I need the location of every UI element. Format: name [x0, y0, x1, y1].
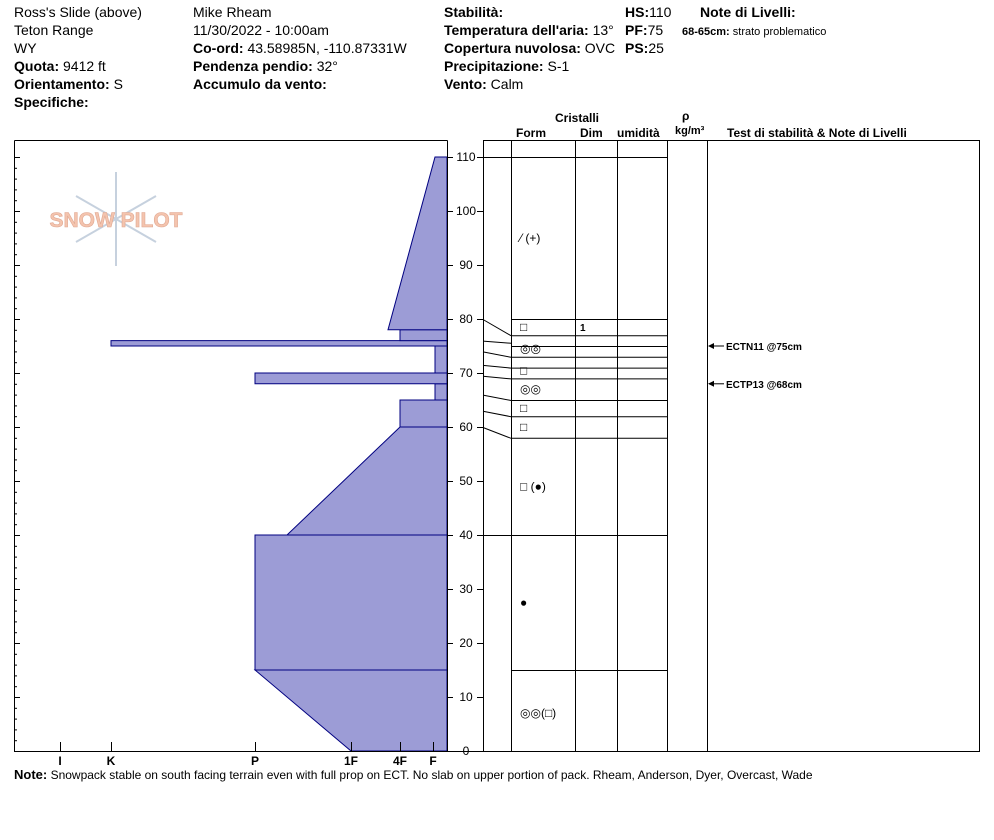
- hardness-layer: [388, 157, 447, 330]
- test-label: ECTP13 @68cm: [726, 379, 802, 391]
- crystal-form: □ (●): [520, 479, 546, 494]
- hardness-tick-label: 1F: [343, 754, 359, 768]
- depth-tick-label: 60: [459, 420, 473, 434]
- depth-tick-label: 80: [459, 312, 473, 326]
- range-name: Teton Range: [14, 22, 94, 38]
- crystal-form: ◎◎: [520, 382, 541, 397]
- hardness-layer: [255, 670, 447, 751]
- depth-tick-label: 10: [459, 690, 473, 704]
- boundary-connector: [483, 365, 511, 368]
- note-label: Note:: [14, 767, 48, 782]
- hardness-layer: [255, 373, 447, 384]
- depth-tick-label: 90: [459, 258, 473, 272]
- depth-tick-label: 0: [462, 744, 470, 758]
- precip-value: S-1: [547, 58, 570, 74]
- hardness-layer: [400, 330, 447, 341]
- density-unit-header: kg/m³: [675, 125, 705, 137]
- logo-text: SNOW PILOT: [49, 209, 183, 232]
- slope-label: Pendenza pendio:: [193, 58, 313, 74]
- airtemp-value: 13°: [592, 22, 614, 38]
- cloud-value: OVC: [584, 40, 616, 56]
- crystal-form: ⁄ (+): [520, 231, 541, 245]
- cloud-label: Copertura nuvolosa:: [444, 40, 581, 56]
- hardness-tick-label: I: [58, 754, 62, 768]
- pf-label: PF:: [625, 22, 648, 38]
- depth-tick-label: 70: [459, 366, 473, 380]
- boundary-connector: [483, 428, 511, 439]
- pf-value: 75: [647, 22, 664, 38]
- boundary-connector: [483, 395, 511, 400]
- depth-tick-label: 20: [459, 636, 473, 650]
- test-arrow-head: [708, 381, 714, 387]
- crystal-dim: 1: [580, 323, 586, 335]
- test-arrow-head: [708, 343, 714, 349]
- datetime: 11/30/2022 - 10:00am: [193, 22, 329, 38]
- boundary-connector: [483, 411, 511, 416]
- specifics-label: Specifiche:: [14, 94, 89, 110]
- elevation-label: Quota:: [14, 58, 60, 74]
- hardness-tick-label: 4F: [392, 754, 408, 768]
- crystal-form: □: [520, 401, 528, 416]
- aspect-label: Orientamento:: [14, 76, 110, 92]
- ps-label: PS:: [625, 40, 649, 56]
- hardness-layer: [435, 346, 447, 373]
- crystal-table: [484, 141, 980, 752]
- site-name: Ross's Slide (above): [14, 4, 142, 20]
- snowpilot-logo: [50, 172, 183, 266]
- crystal-form: □: [520, 363, 528, 378]
- depth-tick-label: 50: [459, 474, 473, 488]
- wind-label: Vento:: [444, 76, 487, 92]
- boundary-connector: [483, 320, 511, 336]
- ps-value: 25: [648, 40, 664, 56]
- slope-value: 32°: [316, 58, 338, 74]
- layer-note-text: strato problematico: [732, 26, 827, 38]
- crystals-header: Cristalli: [555, 111, 600, 125]
- test-label: ECTN11 @75cm: [726, 342, 802, 353]
- depth-tick-label: 110: [456, 150, 476, 164]
- airtemp-label: Temperatura dell'aria:: [444, 22, 589, 38]
- stability-label: Stabilità:: [444, 4, 504, 20]
- depth-tick-label: 40: [459, 528, 473, 542]
- observer: Mike Rheam: [193, 4, 272, 20]
- crystal-form: ◎◎: [520, 341, 541, 356]
- hs-label: HS:: [625, 4, 650, 20]
- dim-header: Dim: [580, 126, 603, 140]
- hardness-layers: [111, 157, 447, 751]
- depth-tick-label: 100: [455, 204, 477, 218]
- hardness-layer: [400, 400, 447, 427]
- hardness-layer: [255, 535, 447, 670]
- boundary-connector: [483, 376, 511, 379]
- precip-label: Precipitazione:: [444, 58, 544, 74]
- boundary-connector: [483, 341, 511, 343]
- stability-tests: [708, 342, 802, 391]
- hardness-layer: [111, 341, 447, 346]
- hardness-tick-label: F: [429, 754, 437, 768]
- crystal-form: ●: [520, 595, 528, 610]
- hardness-tick-label: P: [250, 754, 260, 768]
- depth-tick-label: 30: [459, 582, 473, 596]
- boundary-connector: [483, 352, 511, 357]
- windload-label: Accumulo da vento:: [193, 76, 327, 92]
- wind-value: Calm: [490, 76, 524, 92]
- note: [14, 767, 813, 783]
- depth-axis: [447, 150, 483, 758]
- rho-header: ρ: [682, 109, 690, 123]
- coords-label: Co-ord:: [193, 40, 244, 56]
- aspect-value: S: [113, 76, 123, 92]
- layer-note-range: 68-65cm:: [682, 26, 730, 38]
- tests-header: Test di stabilità & Note di Livelli: [727, 126, 907, 140]
- form-header: Form: [516, 126, 546, 140]
- note-text: Snowpack stable on south facing terrain even with full prop on ECT. No slab on upper portion of pack. Rheam, Anderson, Dyer, Overcast, Wade: [50, 768, 813, 782]
- hardness-tick-label: K: [106, 754, 116, 768]
- layer-notes-label: Note di Livelli:: [700, 4, 796, 20]
- humidity-header: umidità: [617, 126, 660, 140]
- crystal-form: □: [520, 420, 528, 434]
- hardness-layer: [435, 384, 447, 400]
- crystal-form: □: [520, 320, 528, 335]
- state-name: WY: [14, 40, 37, 56]
- hardness-layer: [287, 427, 447, 535]
- crystal-form: ◎◎(□): [520, 706, 557, 721]
- elevation-value: 9412 ft: [63, 58, 106, 74]
- coords-value: 43.58985N, -110.87331W: [247, 40, 407, 56]
- hs-value: 110: [649, 4, 672, 20]
